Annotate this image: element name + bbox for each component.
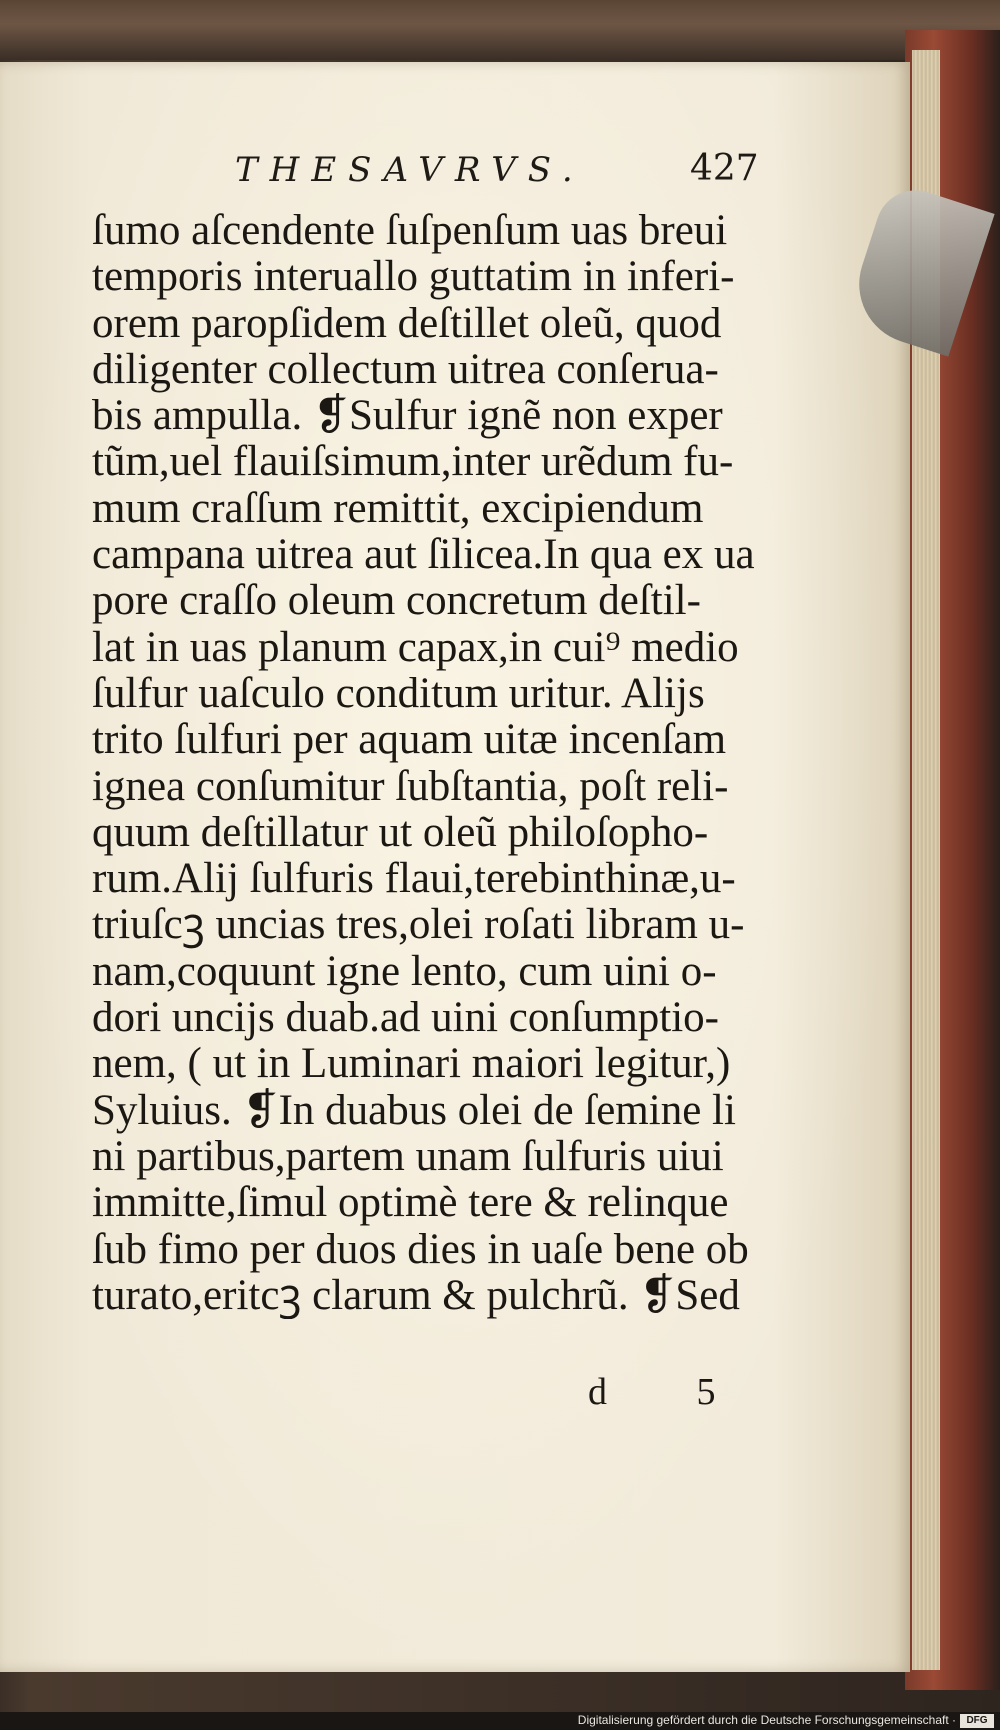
text-line: rum.Alij ſulfuris flaui,terebinthinæ,u- — [92, 856, 736, 903]
text-line: orem paropſidem deſtillet oleũ, quod — [92, 300, 722, 347]
text-line: bis ampulla. ❡Sulfur ignẽ non exper — [92, 393, 723, 440]
text-line: turato,eritcꝫ clarum & pulchrũ. ❡Sed — [92, 1272, 740, 1319]
text-line: pore craſſo oleum concretum deſtil- — [92, 578, 701, 625]
text-line: lat in uas planum capax,in cui⁹ medio — [92, 624, 739, 671]
text-line: ſulfur uaſculo conditum uritur. Alijs — [92, 670, 705, 717]
signature-mark: d 5 — [588, 1371, 756, 1413]
text-line: temporis interuallo guttatim in inferi- — [92, 254, 735, 301]
text-line: diligenter collectum uitrea conſerua- — [92, 346, 719, 393]
text-line: ſub fimo per duos dies in uaſe bene ob — [92, 1226, 749, 1273]
text-line: immitte,ſimul optimè tere & relinque — [92, 1180, 729, 1227]
text-line: quum deſtillatur ut oleũ philoſopho- — [92, 809, 709, 856]
text-line: ignea conſumitur ſubſtantia, poſt reli- — [92, 763, 729, 810]
text-line: nem, ( ut in Luminari maiori legitur,) — [92, 1041, 731, 1088]
text-line: Syluius. ❡In duabus olei de ſemine li — [92, 1087, 736, 1134]
body-text — [92, 208, 792, 1319]
text-line: triuſcꝫ uncias tres,olei roſati libram u- — [92, 902, 745, 949]
running-head: THESAVRVS. — [235, 150, 585, 190]
text-line: tũm,uel flauiſsimum,inter urẽdum fu- — [92, 439, 734, 486]
page-number: 427 — [690, 148, 759, 189]
digitization-credit: Digitalisierung gefördert durch die Deutsche Forschungsgemeinschaft · — [577, 1713, 956, 1727]
text-line: campana uitrea aut ſilicea.In qua ex ua — [92, 532, 755, 579]
book-top-edge — [0, 0, 1000, 60]
text-line: nam,coquunt igne lento, cum uini o- — [92, 948, 717, 995]
dfg-logo: DFG — [960, 1714, 994, 1728]
text-line: ni partibus,partem unam ſulfuris uiui — [92, 1133, 724, 1180]
text-line: mum craſſum remittit, excipiendum — [92, 485, 704, 532]
text-line: trito ſulfuri per aquam uitæ incenſam — [92, 717, 727, 764]
text-line: ſumo aſcendente ſuſpenſum uas breui — [92, 208, 728, 254]
text-line: dori uncijs duab.ad uini conſumptio- — [92, 995, 719, 1042]
